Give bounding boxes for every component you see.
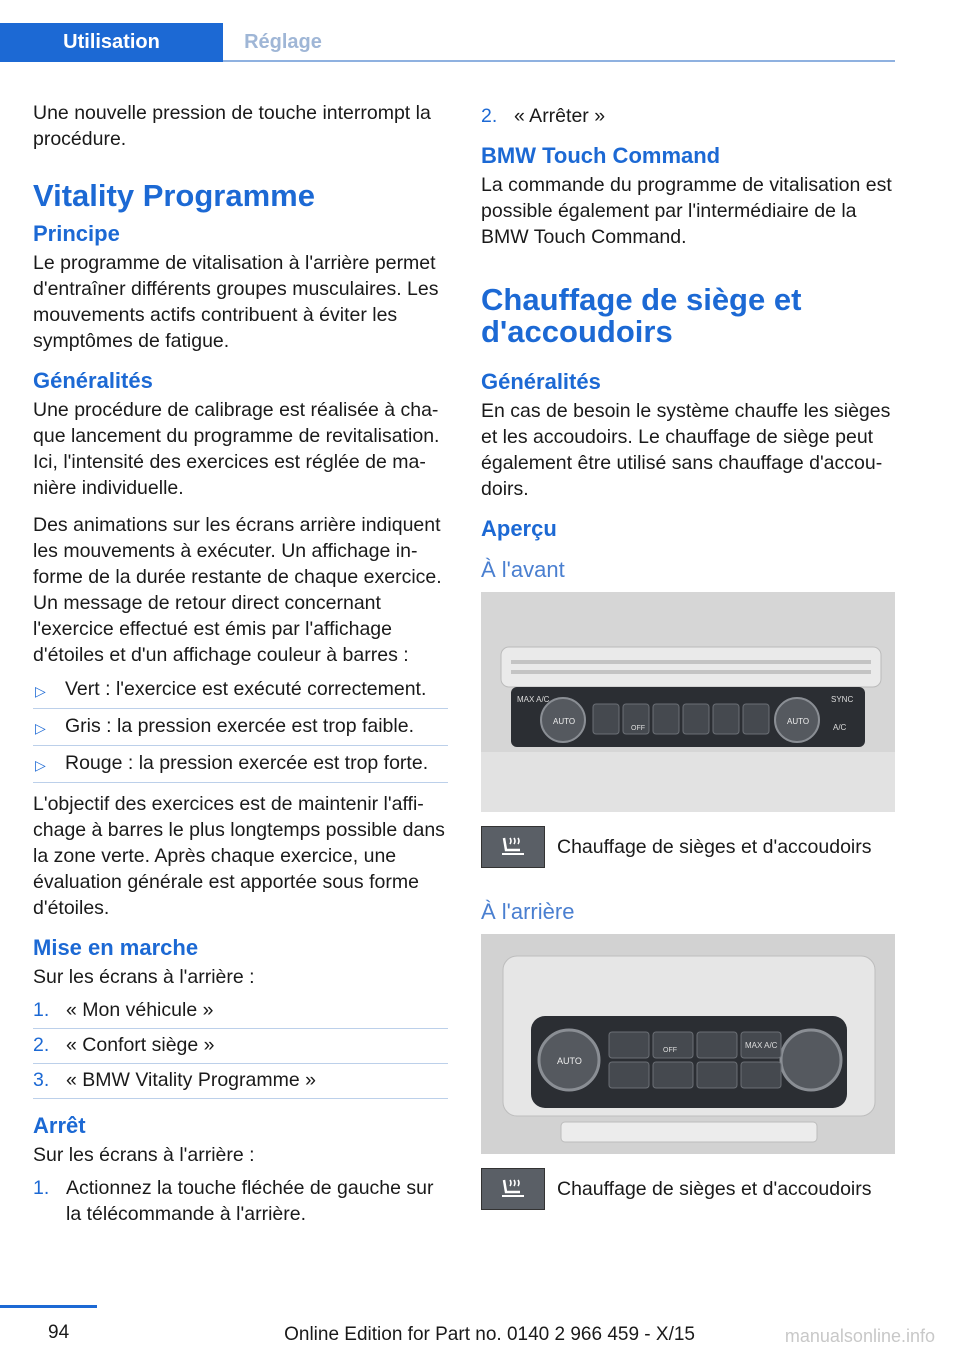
triangle-bullet-icon: ▷ (35, 683, 46, 699)
arret-text: Sur les écrans à l'arrière : (33, 1144, 255, 1166)
list-item: 2. « Arrêter » (481, 105, 606, 127)
heading-a-l-avant: À l'avant (481, 557, 565, 582)
intro-text: Une nouvelle pression de touche interrompt la procédure. (33, 102, 431, 150)
photo-label: MAX A/C (745, 1041, 778, 1050)
rear-legend (481, 1168, 896, 1210)
heading-a-l-arriere: À l'arrière (481, 899, 575, 924)
photo-label: OFF (631, 725, 645, 732)
tab-utilisation[interactable]: Utilisation (0, 23, 223, 62)
tab-reglage[interactable]: Réglage (244, 31, 322, 53)
heading-apercu: Aperçu (481, 516, 557, 541)
list-item: 1. Actionnez la touche fléchée de gauche sur la télécommande à l'arrière. (33, 1177, 434, 1225)
rear-panel-illustration (481, 934, 895, 1154)
triangle-bullet-icon: ▷ (35, 757, 46, 773)
seat-heating-icon (481, 1168, 545, 1210)
rear-climate-panel-photo (481, 934, 895, 1154)
front-legend (481, 826, 896, 868)
generalites-text-3: L'objectif des exercices est de maintenir l'affichage à barres le plus longtemps possible dans la zone verte. Après chaque exercice, une évaluation générale est apportée sous forme d'étoiles. (33, 793, 445, 919)
chauffage-generalites-text: En cas de besoin le système chauffe les sièges et les accoudoirs. Le chauffage de siège peut également être utilisé sans chauffage d'accoudoirs. (481, 400, 891, 500)
front-panel-illustration (481, 592, 895, 812)
edition-text: Online Edition for Part no. 0140 2 966 459 - X/15 (284, 1324, 695, 1345)
list-item: ▷ Vert : l'exercice est exécuté correctement. (33, 672, 448, 709)
principe-text: Le programme de vitalisation à l'arrière permet d'entraîner différents groupes musculaires. Les mouvements actifs contribuent à éviter les symptômes de fatigue. (33, 252, 439, 352)
arret-steps-continued (481, 100, 896, 134)
color-bullet-list (33, 672, 448, 783)
page-number: 94 (48, 1322, 70, 1343)
touch-command-text: La commande du programme de vitalisation est possible également par l'intermédiaire de la BMW Touch Command. (481, 174, 892, 248)
list-item: 2. « Confort siège » (33, 1029, 448, 1064)
heading-bmw-touch-command: BMW Touch Command (481, 143, 721, 168)
triangle-bullet-icon: ▷ (35, 720, 46, 736)
heading-principe: Principe (33, 221, 120, 246)
list-item: ▷ Gris : la pression exercée est trop faible. (33, 709, 448, 746)
arret-steps (33, 1172, 448, 1232)
front-legend-text: Chauffage de sièges et d'accoudoirs (557, 835, 872, 858)
seat-heating-icon (481, 826, 545, 868)
photo-label: AUTO (553, 717, 576, 726)
photo-label: MAX A/C (517, 695, 550, 704)
heading-vitality-programme: Vitality Programme (33, 178, 315, 213)
list-item: ▷ Rouge : la pression exercée est trop forte. (33, 746, 448, 783)
watermark: manualsonline.info (784, 1326, 935, 1346)
heading-generalites-right: Généralités (481, 369, 601, 394)
heading-generalites: Généralités (33, 368, 153, 393)
header-tabs (0, 0, 895, 62)
mise-en-marche-steps (33, 994, 448, 1099)
footer-rule (0, 1305, 97, 1308)
generalites-text-2: Des animations sur les écrans arrière indiquent les mouvements à exécuter. Un affichage informe de la durée restante de chaque exercice. Un message de retour direct concernant l'exercice effectué est émis par l'affichage d'étoiles et d'un affichage couleur à barres : (33, 514, 442, 666)
photo-label: SYNC (831, 695, 854, 704)
photo-label: OFF (663, 1047, 677, 1054)
heading-mise-en-marche: Mise en marche (33, 935, 199, 960)
header-rule (223, 60, 895, 62)
photo-label: A/C (833, 723, 847, 732)
generalites-text-1: Une procédure de calibrage est réalisée à chaque lancement du programme de revitalisation. Ici, l'intensité des exercices est réglée de manière individuelle. (33, 399, 440, 499)
heading-arret: Arrêt (33, 1113, 86, 1138)
heading-chauffage-de-siege: Chauffage de siège et d'accoudoirs (481, 282, 802, 349)
photo-label: AUTO (557, 1056, 582, 1066)
list-item: 1. « Mon véhicule » (33, 994, 448, 1029)
photo-label: AUTO (787, 717, 810, 726)
front-climate-panel-photo (481, 592, 895, 812)
rear-legend-text: Chauffage de sièges et d'accoudoirs (557, 1177, 872, 1200)
left-column (33, 100, 448, 1240)
list-item: 3. « BMW Vitality Programme » (33, 1064, 448, 1099)
right-column (481, 100, 896, 1218)
mise-en-marche-text: Sur les écrans à l'arrière : (33, 966, 255, 988)
